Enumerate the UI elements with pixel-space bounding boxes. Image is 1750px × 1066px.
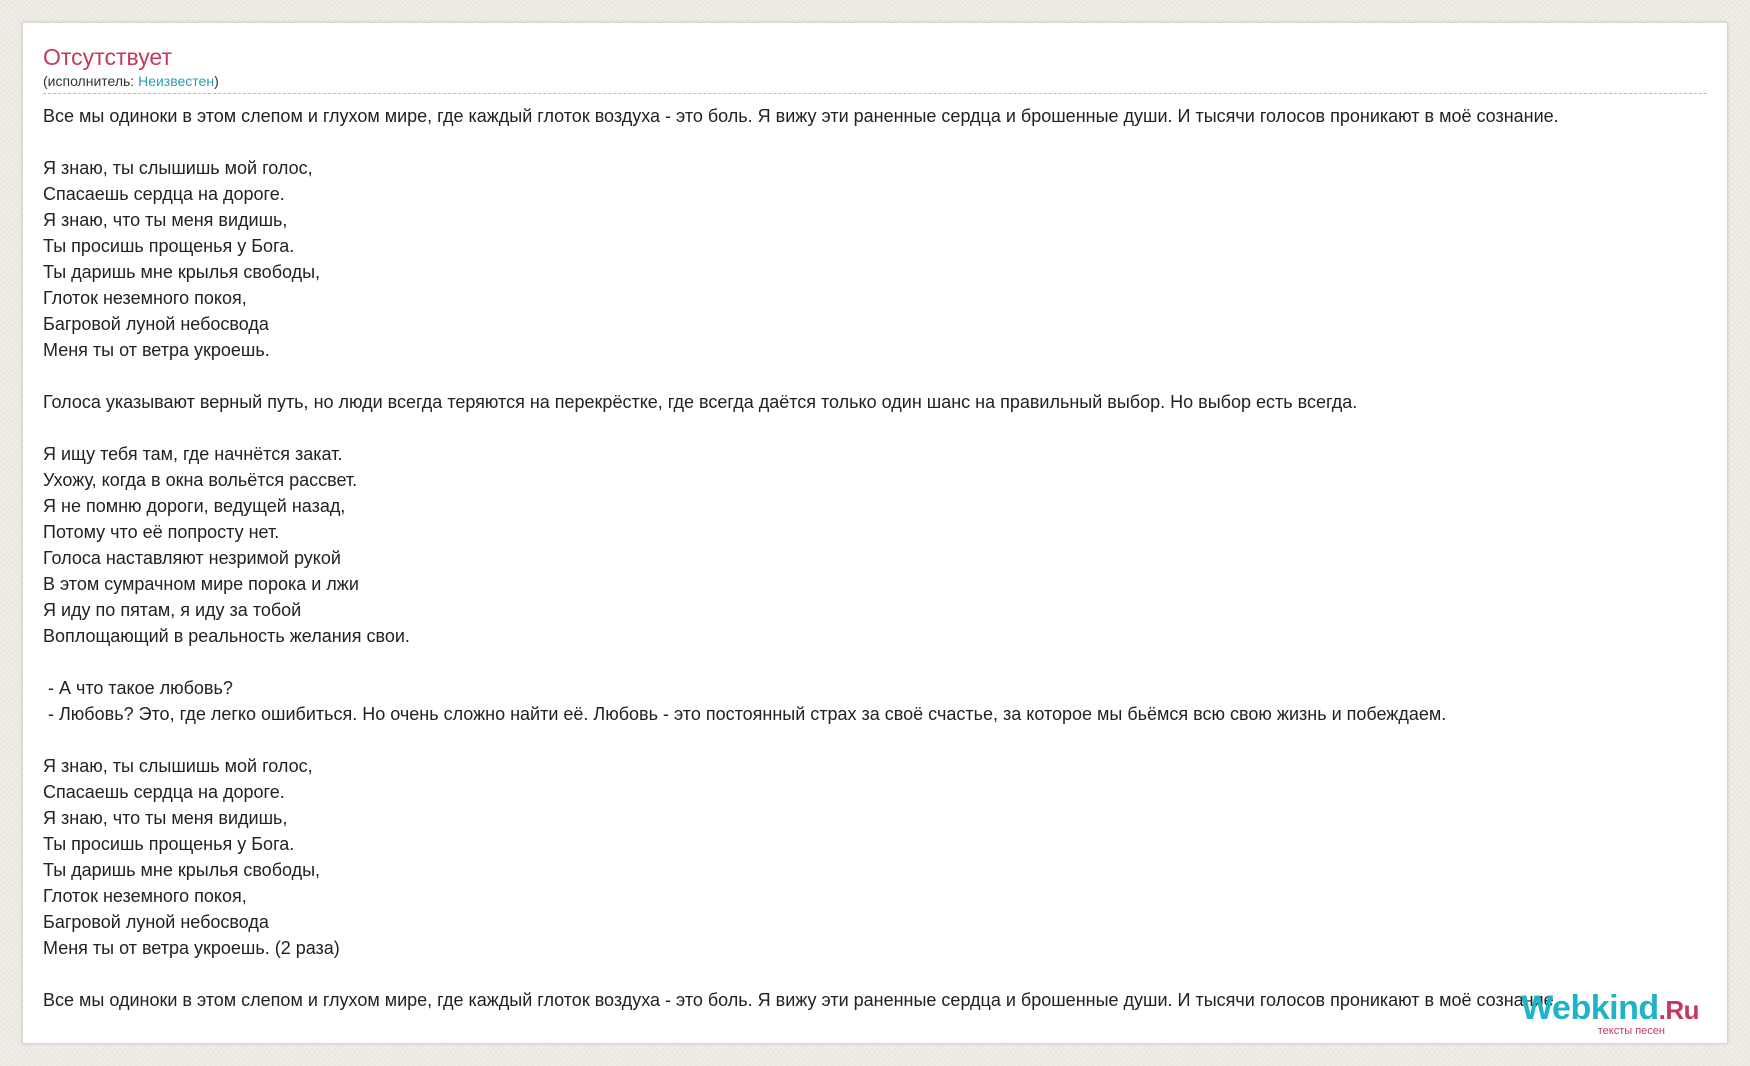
header-divider [43,93,1707,94]
lyric-line: Все мы одиноки в этом слепом и глухом мире, где каждый глоток воздуха - это боль. Я вижу эти раненные сердца и брошенные души. И тысячи голосов проникают в моё сознание. [43,990,1559,1010]
lyric-line: Потому что её попросту нет. [43,522,280,542]
song-header [43,43,1707,90]
logo-main-text: Webkind [1521,989,1659,1027]
lyric-line: Ты даришь мне крылья свободы, [43,262,321,282]
lyric-line: Я знаю, что ты меня видишь, [43,808,288,828]
lyric-line: Я ищу тебя там, где начнётся закат. [43,444,343,464]
lyric-line: Ухожу, когда в окна вольётся рассвет. [43,470,358,490]
lyric-line: Голоса указывают верный путь, но люди всегда теряются на перекрёстке, где всегда даётся только один шанс на правильный выбор. Но выбор есть всегда. [43,392,1358,412]
lyric-line [43,129,1728,155]
lyric-line: Я не помню дороги, ведущей назад, [43,496,346,516]
lyric-line: Ты просишь прощенья у Бога. [43,236,295,256]
lyric-line: Меня ты от ветра укроешь. [43,340,270,360]
lyric-line: Глоток неземного покоя, [43,288,247,308]
lyric-line: Ты даришь мне крылья свободы, [43,860,321,880]
lyrics-text [43,103,1728,1013]
artist-line [43,72,1707,90]
lyric-line: Воплощающий в реальность желания свои. [43,626,410,646]
logo-tagline: тексты песен [1597,1025,1665,1037]
lyric-line: Глоток неземного покоя, [43,886,247,906]
logo-wordmark [1521,990,1699,1028]
lyric-line: Я знаю, ты слышишь мой голос, [43,158,313,178]
song-title: Отсутствует [43,44,172,70]
lyric-line: Багровой луной небосвода [43,314,269,334]
lyric-line: Ты просишь прощенья у Бога. [43,834,295,854]
lyric-line: В этом сумрачном мире порока и лжи [43,574,359,594]
lyric-line: Голоса наставляют незримой рукой [43,548,341,568]
lyric-line: Все мы одиноки в этом слепом и глухом мире, где каждый глоток воздуха - это боль. Я вижу эти раненные сердца и брошенные души. И тысячи голосов проникают в моё сознание. [43,106,1559,126]
artist-prefix: (исполнитель: [43,73,139,89]
logo-suffix: .Ru [1658,995,1699,1025]
lyric-line [43,961,1728,987]
lyric-line [43,649,1728,675]
lyric-line: - А что такое любовь? [43,678,233,698]
lyric-line [43,363,1728,389]
lyric-line: Багровой луной небосвода [43,912,269,932]
lyric-line: Я знаю, ты слышишь мой голос, [43,756,313,776]
lyric-line [43,415,1728,441]
lyric-line: Я иду по пятам, я иду за тобой [43,600,302,620]
lyric-line: Спасаешь сердца на дороге. [43,184,285,204]
webkind-logo[interactable] [1521,990,1699,1037]
lyric-line: Меня ты от ветра укроешь. (2 раза) [43,938,340,958]
lyric-line: Я знаю, что ты меня видишь, [43,210,288,230]
artist-link[interactable]: Неизвестен [138,73,215,89]
lyrics-card [22,22,1728,1044]
lyric-line: - Любовь? Это, где легко ошибиться. Но очень сложно найти её. Любовь - это постоянный страх за своё счастье, за которое мы бьёмся всю свою жизнь и побеждаем. [43,704,1447,724]
lyric-line [43,727,1728,753]
lyric-line: Спасаешь сердца на дороге. [43,782,285,802]
artist-suffix: ) [214,73,219,89]
